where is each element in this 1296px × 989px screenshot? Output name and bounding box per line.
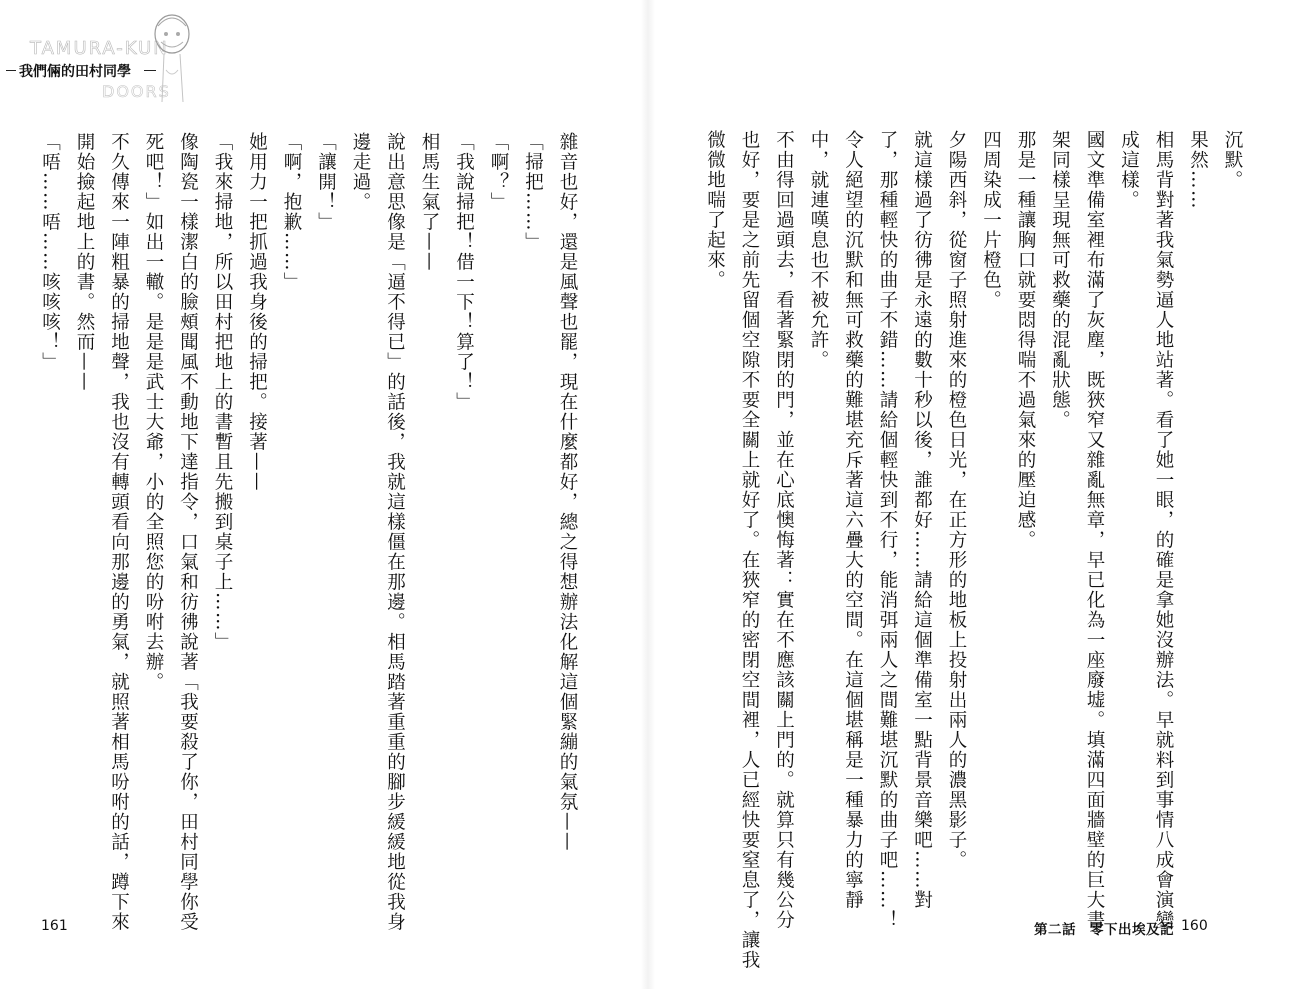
paragraph: 那是一種讓胸口就要悶得喘不過氣來的壓迫感。 bbox=[1015, 130, 1036, 550]
paragraph: 國文準備室裡布滿了灰塵，既狹窄又雜亂無章，早已化為一座廢墟。填滿四面牆壁的巨大書 bbox=[1084, 130, 1105, 930]
paragraph: 「掃把……」 bbox=[522, 132, 544, 252]
paragraph: 中，就連嘆息也不被允許。 bbox=[808, 130, 829, 370]
paragraph: 也好，要是之前先留個空隙不要全關上就好了。在狹窄的密閉空間裡，人已經快要窒息了，讓我 bbox=[739, 130, 760, 970]
series-title: 我們倆的田村同學 bbox=[16, 61, 134, 81]
paragraph: 「唔……唔……咳咳咳！」 bbox=[39, 132, 61, 372]
paragraph: 微微地喘了起來。 bbox=[704, 130, 726, 290]
book-gutter bbox=[641, 0, 655, 989]
paragraph: 不由得回過頭去，看著緊閉的門，並在心底懊悔著：實在不應該關上門的。就算只有幾公分 bbox=[773, 130, 795, 930]
paragraph: 像陶瓷一樣潔白的臉頰聞風不動地下達指令，口氣和彷彿說著「我要殺了你，田村同學你受 bbox=[177, 132, 199, 932]
series-logo bbox=[6, 12, 191, 108]
paragraph: 說出意思像是「逼不得已」的話後，我就這樣僵在那邊。相馬踏著重重的腳步緩緩地從我身 bbox=[384, 132, 406, 932]
paragraph: 死吧！」如出一轍。是是是武士大爺，小的全照您的吩咐去辦。 bbox=[143, 132, 164, 692]
right-page-text bbox=[697, 130, 1249, 970]
paragraph: 四周染成一片橙色。 bbox=[980, 130, 1002, 310]
paragraph: 不久傳來一陣粗暴的掃地聲，我也沒有轉頭看向那邊的勇氣，就照著相馬吩咐的話，蹲下來 bbox=[108, 132, 130, 932]
paragraph: 「我說掃把！借一下！算了！」 bbox=[453, 132, 475, 412]
paragraph: 「啊？」 bbox=[488, 132, 509, 212]
logo-rule-right bbox=[144, 70, 156, 71]
page-number-right: 160 bbox=[1181, 918, 1208, 934]
girl-sketch-icon bbox=[152, 12, 192, 108]
paragraph: 了，那種輕快的曲子不錯……請給個輕快到不行，能消弭兩人之間難堪沉默的曲子吧……！ bbox=[877, 130, 898, 930]
paragraph: 相馬生氣了—— bbox=[419, 132, 440, 272]
logo-ghost-text-lower: DOORS bbox=[102, 82, 171, 101]
paragraph: 開始撿起地上的書。然而—— bbox=[74, 132, 95, 392]
paragraph: 令人絕望的沉默和無可救藥的難堪充斥著這六疊大的空間。在這個堪稱是一種暴力的寧靜 bbox=[842, 130, 864, 910]
paragraph: 「讓開！」 bbox=[315, 132, 337, 232]
paragraph: 她用力一把抓過我身後的掃把。接著—— bbox=[246, 132, 268, 492]
paragraph: 果然…… bbox=[1187, 130, 1209, 210]
chapter-title: 第二話 零下出埃及記 bbox=[1034, 922, 1174, 938]
paragraph: 沉默。 bbox=[1222, 130, 1243, 190]
paragraph: 雜音也好，還是風聲也罷，現在什麼都好，總之得想辦法化解這個緊繃的氣氛—— bbox=[557, 132, 578, 852]
paragraph: 「啊，抱歉……」 bbox=[281, 132, 302, 292]
logo-ghost-text-upper: TAMURA-KUN bbox=[30, 38, 169, 59]
paragraph: 邊走過。 bbox=[350, 132, 371, 212]
paragraph: 就這樣過了彷彿是永遠的數十秒以後，誰都好……請給這個準備室一點背景音樂吧……對 bbox=[911, 130, 933, 910]
paragraph: 夕陽西斜，從窗子照射進來的橙色日光，在正方形的地板上投射出兩人的濃黑影子。 bbox=[946, 130, 967, 870]
page-number-left: 161 bbox=[41, 918, 68, 934]
paragraph: 「我來掃地，所以田村把地上的書暫且先搬到桌子上……」 bbox=[212, 132, 233, 652]
paragraph: 相馬背對著我氣勢逼人地站著。看了她一眼，的確是拿她沒辦法。早就料到事情八成會演變 bbox=[1153, 130, 1174, 930]
paragraph: 架同樣呈現無可救藥的混亂狀態。 bbox=[1049, 130, 1071, 430]
paragraph: 成這樣。 bbox=[1118, 130, 1140, 210]
